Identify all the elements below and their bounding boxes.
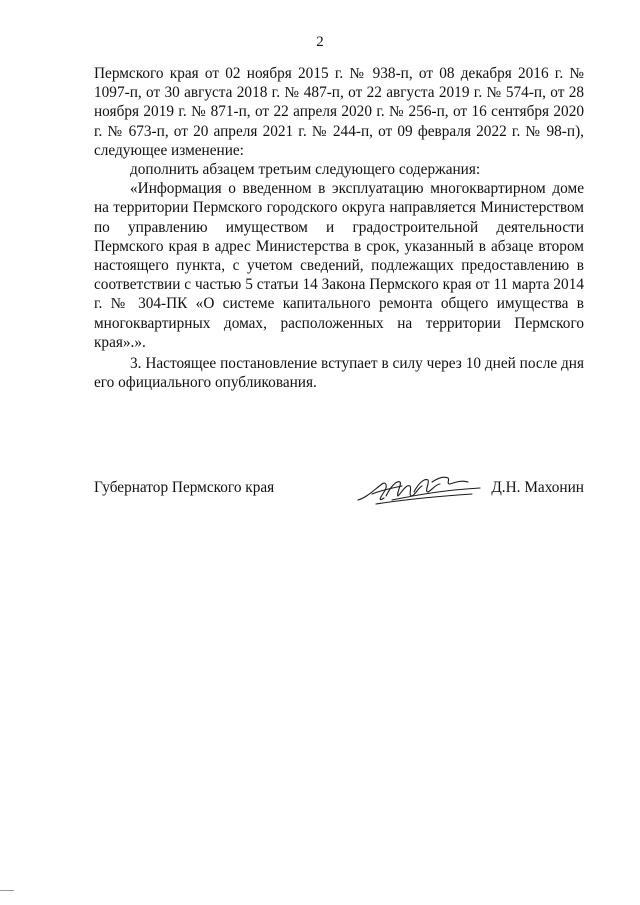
signer-position: Губернатор Пермского края	[94, 479, 275, 496]
handwritten-signature	[352, 470, 484, 510]
scan-edge-mark	[0, 890, 14, 891]
signer-name: Д.Н. Махонин	[491, 479, 584, 496]
document-body	[94, 64, 584, 392]
paragraph-add-clause: дополнить абзацем третьим следующего содержания:	[130, 161, 481, 179]
paragraph-amendment-list: Пермского края от 02 ноября 2015 г. № 938-п, от 08 декабря 2016 г. № 1097-п, от 30 августа 2018 г. № 487-п, от 22 августа 2019 г. № 574-п, от 28 ноября 2019 г. № 871-п, от 22 апреля 2020 г. № 256-п, от 16 сентября 2020 г. № 673-п, от 20 апреля 2021 г. № 244-п, от 09 февраля 2022 г. № 98-п), следующее изменение:	[94, 65, 584, 159]
signature-block	[94, 470, 584, 510]
page-number: 2	[316, 34, 324, 50]
paragraph-effective-date: 3. Настоящее постановление вступает в силу через 10 дней после дня его официального опубликования.	[94, 355, 584, 392]
paragraph-quoted-text: «Информация о введенном в эксплуатацию многоквартирном доме на территории Пермского городского округа направляется Министерством по управлению имуществом и градостроительной деятельности Пермского края в адрес Министерства в срок, указанный в абзаце втором настоящего пункта, с учетом сведений, подлежащих предоставлению в соответствии с частью 5 статьи 14 Закона Пермского края от 11 марта 2014 г. № 304-ПК «О системе капитального ремонта общего имущества в многоквартирных домах, расположенных на территории Пермского края».».	[94, 180, 584, 351]
